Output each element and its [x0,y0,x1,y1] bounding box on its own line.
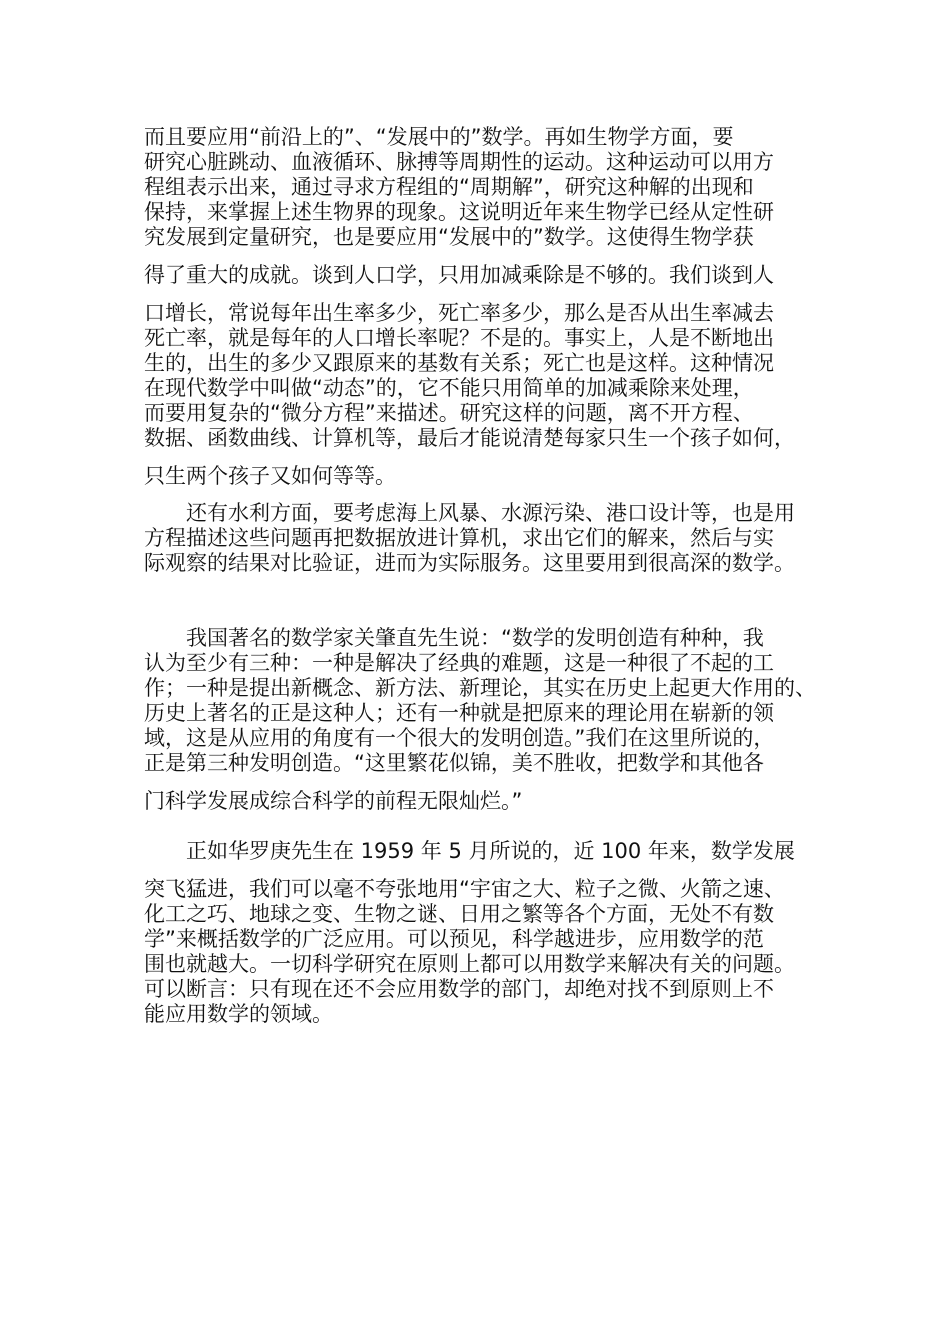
text-line: 可以断言：只有现在还不会应用数学的部门，却绝对找不到原则上不 [144,977,774,1001]
text-line: 正如华罗庚先生在 1959 年 5 月所说的，近 100 年来，数学发展 [186,839,795,863]
text-line: 学”来概括数学的广泛应用。可以预见，科学越进步，应用数学的范 [144,927,764,951]
text-line: 正是第三种发明创造。“这里繁花似锦，美不胜收，把数学和其他各 [144,751,764,775]
text-line: 只生两个孩子又如何等等。 [144,464,396,488]
text-line: 生的，出生的多少又跟原来的基数有关系；死亡也是这样。这种情况 [144,351,774,375]
text-line: 化工之巧、地球之变、生物之谜、日用之繁等各个方面，无处不有数 [144,902,774,926]
text-line: 还有水利方面，要考虑海上风暴、水源污染、港口设计等，也是用 [186,501,795,525]
text-line: 保持，来掌握上述生物界的现象。这说明近年来生物学已经从定性研 [144,200,774,224]
text-line: 在现代数学中叫做“动态”的，它不能只用简单的加减乘除来处理， [144,376,754,400]
text-line: 际观察的结果对比验证，进而为实际服务。这里要用到很高深的数学。 [144,551,795,575]
text-line: 方程描述这些问题再把数据放进计算机，求出它们的解来，然后与实 [144,526,774,550]
text-line: 而要用复杂的“微分方程”来描述。研究这样的问题，离不开方程、 [144,401,754,425]
text-line: 围也就越大。一切科学研究在原则上都可以用数学来解决有关的问题。 [144,952,795,976]
text-line: 数据、函数曲线、计算机等，最后才能说清楚每家只生一个孩子如何， [144,426,795,450]
text-line: 得了重大的成就。谈到人口学，只用加减乘除是不够的。我们谈到人 [144,263,774,287]
text-line: 我国著名的数学家关肇直先生说：“数学的发明创造有种种，我 [186,626,764,650]
text-line: 口增长，常说每年出生率多少，死亡率多少，那么是否从出生率减去 [144,301,774,325]
text-line: 能应用数学的领域。 [144,1002,333,1026]
text-line: 研究心脏跳动、血液循环、脉搏等周期性的运动。这种运动可以用方 [144,150,774,174]
text-line: 认为至少有三种：一种是解决了经典的难题，这是一种很了不起的工 [144,651,774,675]
text-line: 作；一种是提出新概念、新方法、新理论，其实在历史上起更大作用的、 [144,676,816,700]
text-line: 而且要应用“前沿上的”、“发展中的”数学。再如生物学方面，要 [144,125,734,149]
text-line: 历史上著名的正是这种人；还有一种就是把原来的理论用在崭新的领 [144,701,774,725]
text-line: 程组表示出来，通过寻求方程组的“周期解”，研究这种解的出现和 [144,175,754,199]
text-line: 域，这是从应用的角度有一个很大的发明创造。”我们在这里所说的， [144,726,775,750]
text-line: 门科学发展成综合科学的前程无限灿烂。” [144,789,523,813]
text-line: 突飞猛进，我们可以毫不夸张地用“宇宙之大、粒子之微、火箭之速、 [144,877,785,901]
text-line: 究发展到定量研究，也是要应用“发展中的”数学。这使得生物学获 [144,225,754,249]
text-line: 死亡率，就是每年的人口增长率呢？不是的。事实上，人是不断地出 [144,326,774,350]
